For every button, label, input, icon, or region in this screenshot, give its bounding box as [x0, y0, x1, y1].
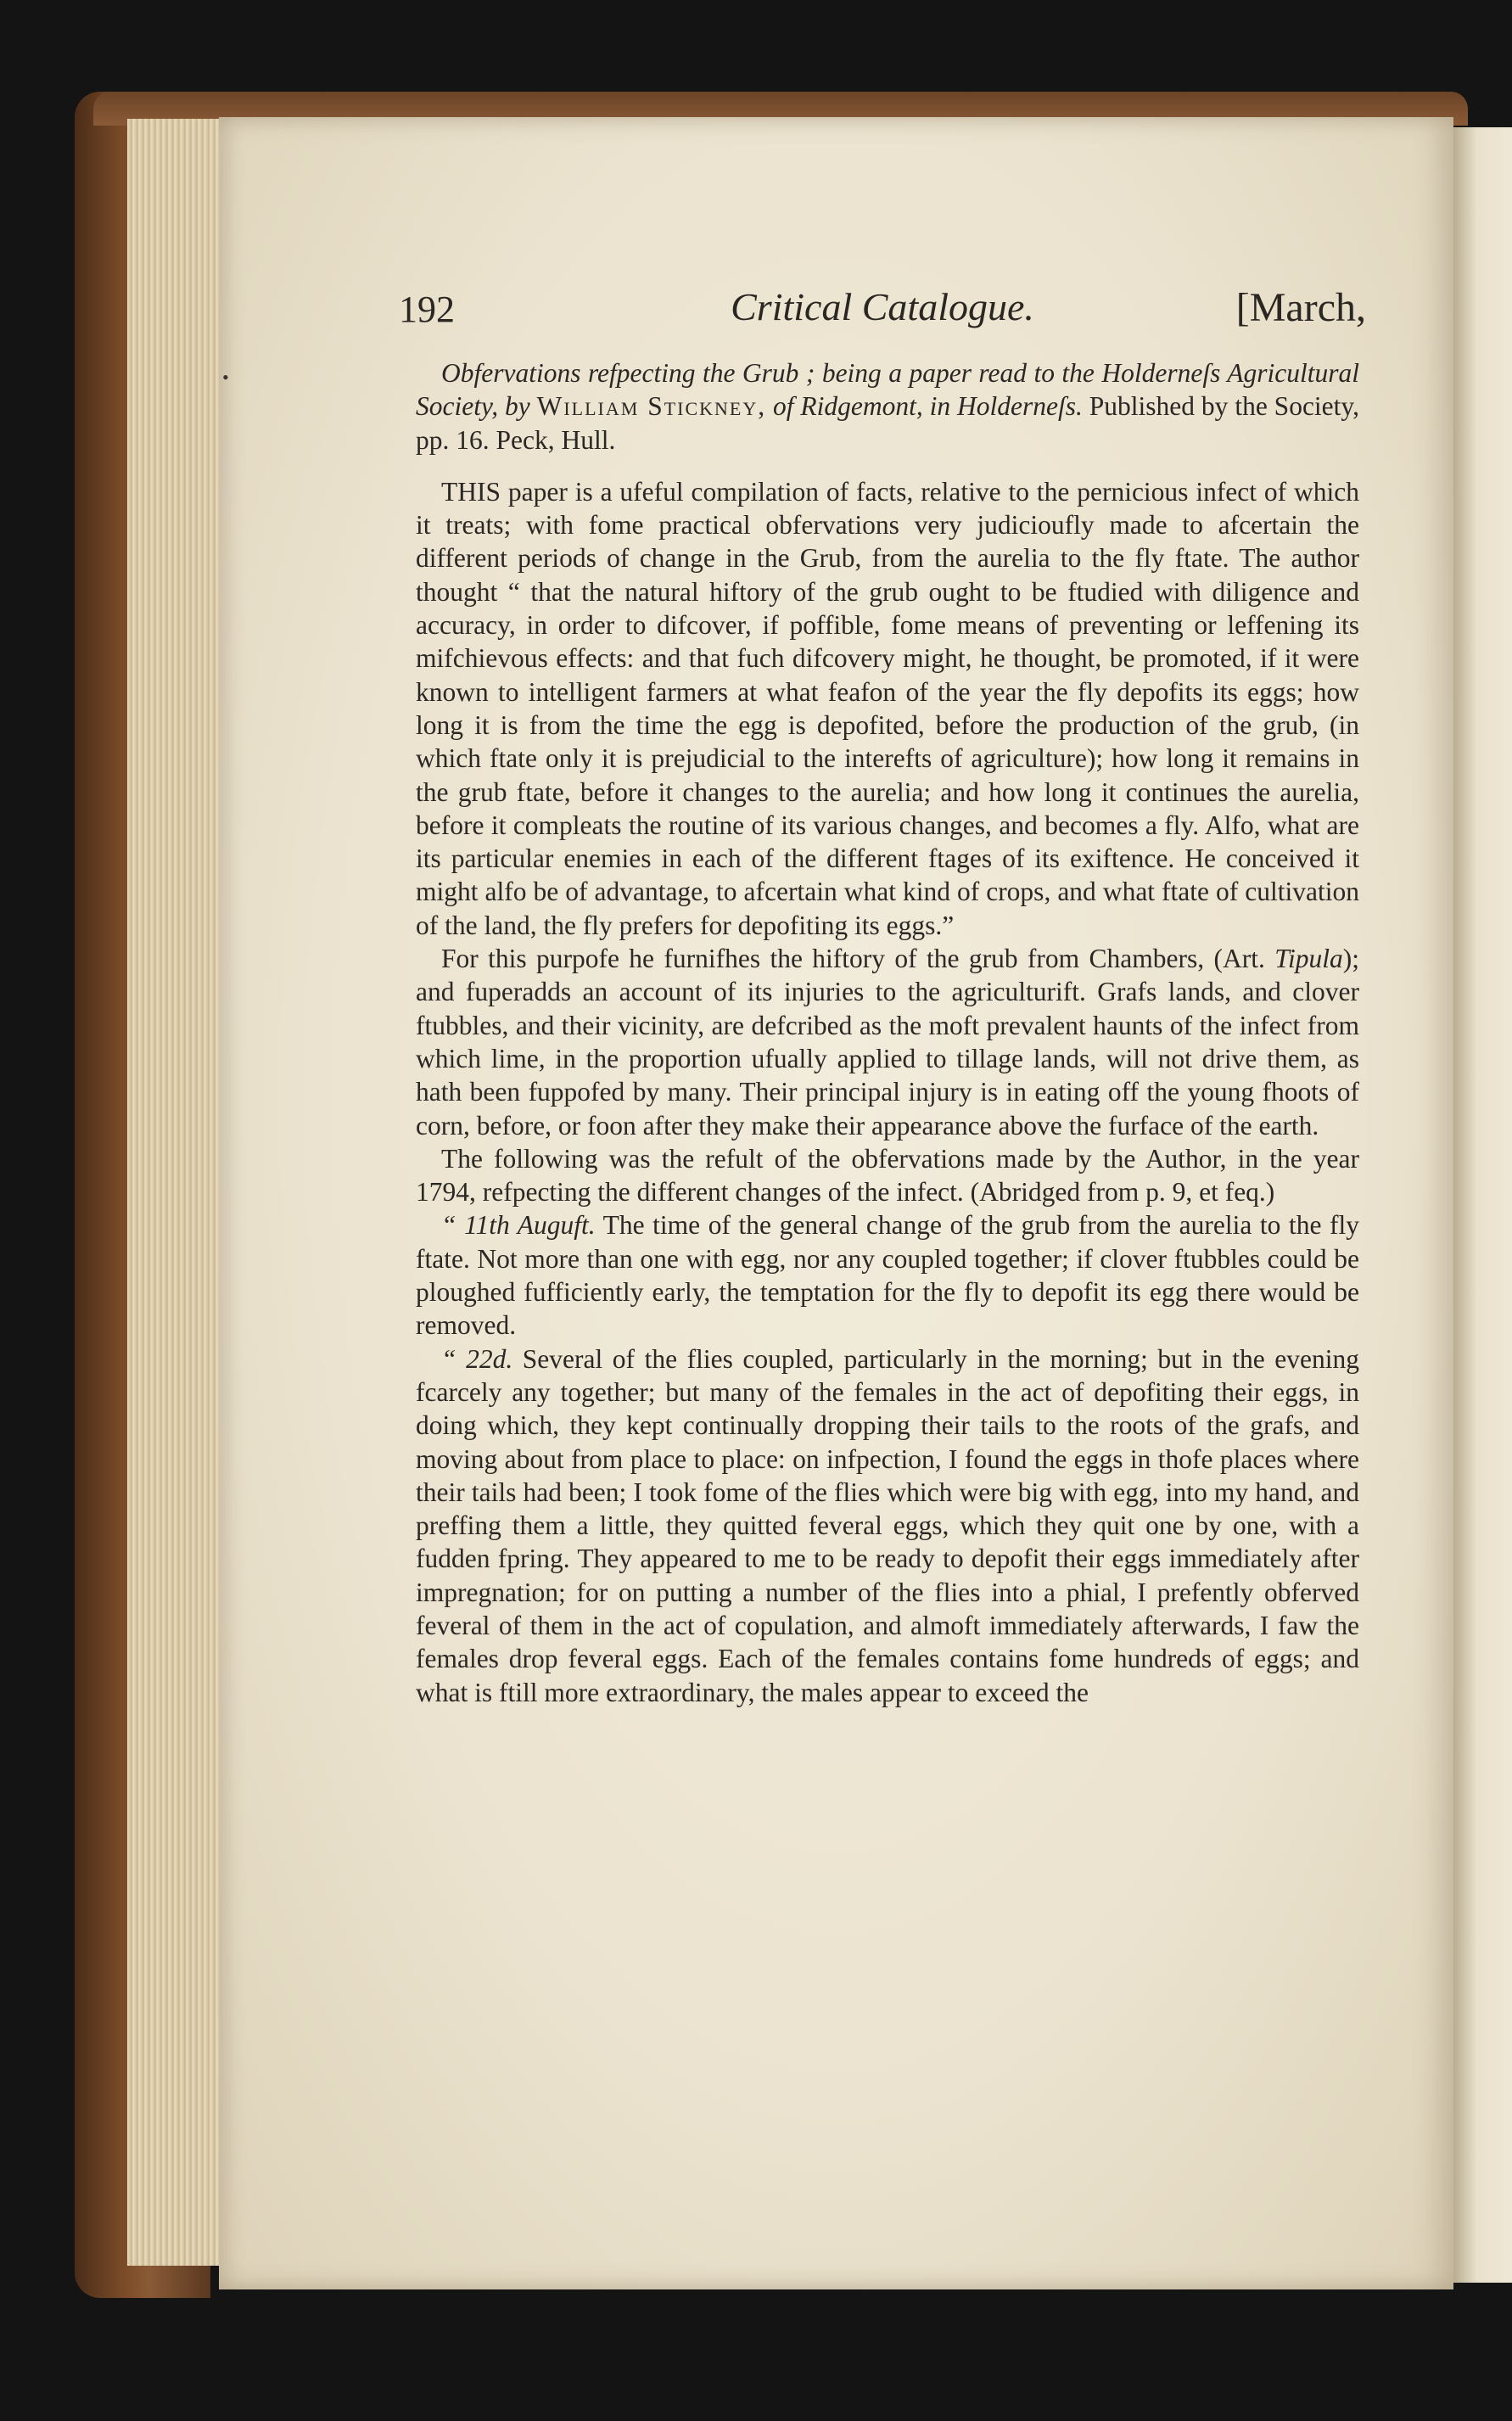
review-author: William Stickney,	[536, 391, 767, 422]
paragraph-4	[416, 1208, 1359, 1342]
running-title: Critical Catalogue.	[731, 285, 1034, 328]
opening-word: THIS	[441, 476, 501, 507]
review-title	[416, 356, 1359, 457]
page-stack-edges	[127, 119, 221, 2266]
paragraph-4-text: The time of the general change of the grub from the aurelia to the fly ftate. Not more than one with egg, nor any coupled together; if clover ftubbles could be ploughed fufficiently early, the temptation for the fly to depofit its egg there would be removed.	[416, 1210, 1359, 1341]
page-number: 192	[399, 289, 455, 330]
review-title-part-2: of Ridgemont, in Holderneſs.	[773, 391, 1083, 422]
paragraph-2-text-a: For this purpofe he furnifhes the hiftory of the grub from Chambers, (Art.	[441, 944, 1265, 974]
paragraph-5	[416, 1342, 1359, 1709]
paragraph-2-text-b: ); and fuperadds an account of its injuries to the agriculturift. Grafs lands, and clover ftubbles, and their vicinity, are defcribed as the moft prevalent haunts of the infect from which lime, in the proportion ufually applied to tillage lands, will not drive them, as hath been fuppofed by many. Their principal injury is in eating off the young fhoots of corn, before, or foon after they make their appearance above the furface of the earth.	[416, 944, 1359, 1140]
paragraph-5-text: Several of the flies coupled, particularly in the morning; but in the evening fcarcely any together; but many of the females in the act of depofiting their eggs, in doing which, they kept continually dropping their tails to the roots of the grafs, and moving about from place to place: on infpection, I found the eggs in thofe places where their tails had been; I took fome of the flies which were big with egg, into my hand, and preffing them a little, they quitted feveral eggs, which they quit one by one, with a fudden fpring. They appeared to me to be ready to depofit their eggs immediately after impregnation; for on putting a number of the flies into a phial, I prefently obferved feveral of them in the act of copulation, and almoft immediately afterwards, I faw the females drop feveral eggs. Each of the females contains fome hundreds of eggs; and what is ftill more extraordinary, the males appear to exceed the	[416, 1343, 1360, 1707]
facing-page-edge	[1453, 127, 1512, 2283]
paragraph-2-tipula: Tipula	[1274, 944, 1343, 974]
header-month: [March,	[1235, 285, 1366, 330]
paragraph-4-date: “ 11th Auguft.	[441, 1210, 596, 1241]
paragraph-5-date: “ 22d.	[441, 1343, 513, 1374]
margin-mark: •	[222, 367, 229, 388]
page-header	[399, 284, 1366, 344]
review-publication: Published by the Society, pp. 16. Peck, Hull.	[416, 391, 1359, 455]
paragraph-3: The following was the refult of the obfervations made by the Author, in the year 1794, refpecting the different changes of the infect. (Abridged from p. 9, et feq.)	[416, 1143, 1359, 1208]
paragraph-1-text: paper is a ufeful compilation of facts, relative to the pernicious infect of which it treats; with fome practical obfervations very judicioufly made to afcertain the different periods of change in the Grub, from the aurelia to the fly ftate. The author thought “ that the natural hiftory of the grub ought to be ftudied with diligence and accuracy, in order to difcover, if poffible, fome means of preventing or leffening its mifchievous effects: and that fuch difcovery might, he thought, be promoted, if it were known to intelligent farmers at what feafon of the year the fly depofits its eggs; how long it is from the time the egg is depofited, before the production of the grub, (in which ftate only it is prejudicial to the interefts of agriculture); how long it remains in the grub ftate, before it changes to the aurelia; and how long it continues the aurelia, before it compleats the routine of its various changes, and becomes a fly. Alfo, what are its particular enemies in each of the different ftages of its exiftence. He conceived it might alfo be of advantage, to afcertain what kind of crops, and what ftate of cultivation of the land, the fly prefers for depofiting its eggs.”	[416, 476, 1359, 940]
paragraph-1	[416, 475, 1359, 942]
review-title-part-1: Obfervations refpecting the Grub ; being a paper read to the Holderneſs Agricultural Society, by	[416, 358, 1359, 422]
paragraph-2	[416, 942, 1359, 1142]
page-text	[416, 356, 1359, 1709]
